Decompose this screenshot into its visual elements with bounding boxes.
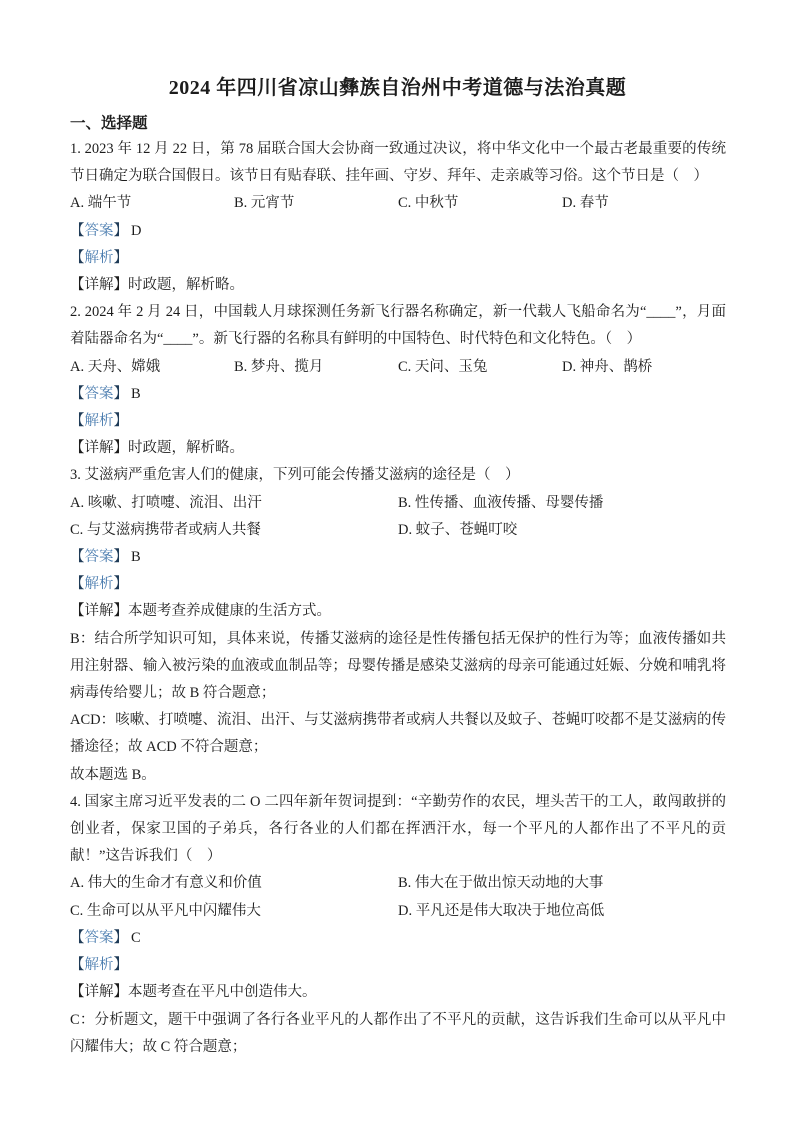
option-c: C. 天问、玉兔 — [398, 358, 488, 375]
option-a: A. 端午节 — [70, 195, 132, 212]
analysis-label-bracket-open: 【 — [70, 413, 85, 430]
answer-label-bracket-close: 】 — [113, 929, 128, 946]
answer-line — [70, 381, 726, 408]
analysis-label-bracket-close: 】 — [113, 249, 128, 266]
analysis-label: 解析 — [84, 576, 114, 593]
question-stem: 3. 艾滋病严重危害人们的健康，下列可能会传播艾滋病的途径是（ ） — [70, 467, 520, 484]
analysis-label-bracket-open: 【 — [70, 576, 85, 593]
option-b: B. 梦舟、揽月 — [234, 358, 324, 375]
analysis-line — [70, 245, 726, 272]
option-d: D. 神舟、鹊桥 — [562, 358, 653, 375]
analysis-line — [70, 571, 726, 598]
analysis-label: 解析 — [84, 957, 114, 974]
answer-label-bracket-open: 【 — [70, 222, 85, 239]
answer-label: 答案 — [84, 222, 114, 239]
option-b: B. 性传播、血液传播、母婴传播 — [398, 494, 604, 511]
option-d: D. 春节 — [562, 195, 609, 212]
option-c: C. 与艾滋病携带者或病人共餐 — [70, 521, 261, 538]
analysis-label-bracket-close: 】 — [113, 576, 128, 593]
analysis-label-bracket-open: 【 — [70, 957, 85, 974]
answer-value: B — [131, 385, 141, 402]
options-grid — [70, 870, 726, 924]
question-stem: 4. 国家主席习近平发表的二 O 二四年新年贺词提到：“辛勤劳作的农民，埋头苦干的工人，敢闯敢拼的创业者，保家卫国的子弟兵，各行各业的人们都在挥洒汗水，每一个平凡的人都作出了不平凡的贡献！”这告诉我们（ ） — [70, 793, 726, 865]
answer-line — [70, 218, 726, 245]
explanation-line: 【详解】本题考查养成健康的生活方式。 — [70, 603, 331, 620]
answer-label: 答案 — [84, 385, 114, 402]
option-b: B. 元宵节 — [234, 195, 295, 212]
answer-label-bracket-open: 【 — [70, 549, 85, 566]
option-d: D. 平凡还是伟大取决于地位高低 — [398, 902, 605, 919]
explanation-line: 【详解】本题考查在平凡中创造伟大。 — [70, 984, 317, 1001]
analysis-label-bracket-close: 】 — [113, 957, 128, 974]
analysis-label-bracket-open: 【 — [70, 249, 85, 266]
question-block-4 — [70, 789, 726, 1061]
answer-label-bracket-open: 【 — [70, 929, 85, 946]
section-heading: 一、选择题 — [70, 115, 148, 132]
analysis-label: 解析 — [84, 249, 114, 266]
explanation-line: 【详解】时政题，解析略。 — [70, 277, 244, 294]
answer-value: B — [131, 549, 141, 566]
explanation-line: 故本题选 B。 — [70, 766, 156, 783]
analysis-line — [70, 952, 726, 979]
answer-label: 答案 — [84, 929, 114, 946]
answer-value: D — [131, 222, 142, 239]
question-block-3 — [70, 462, 726, 788]
options-row — [70, 354, 726, 381]
answer-line — [70, 925, 726, 952]
question-stem: 2. 2024 年 2 月 24 日，中国载人月球探测任务新飞行器名称确定，新一代载人飞船命名为“____”，月面着陆器命名为“____”。新飞行器的名称具有鲜明的中国特色、时代特色和文化特色。（ ） — [70, 304, 726, 348]
option-c: C. 中秋节 — [398, 195, 459, 212]
option-a: A. 伟大的生命才有意义和价值 — [70, 875, 262, 892]
option-d: D. 蚊子、苍蝇叮咬 — [398, 521, 518, 538]
analysis-label-bracket-close: 】 — [113, 413, 128, 430]
document-title: 2024 年四川省凉山彝族自治州中考道德与法治真题 — [168, 77, 627, 99]
question-stem: 1. 2023 年 12 月 22 日，第 78 届联合国大会协商一致通过决议，将中华文化中一个最古老最重要的传统节日确定为联合国假日。该节日有贴春联、挂年画、守岁、拜年、走亲戚等习俗。这个节日是（ ） — [70, 141, 726, 185]
option-a: A. 天舟、嫦娥 — [70, 358, 161, 375]
question-block-1 — [70, 136, 726, 299]
option-b: B. 伟大在于做出惊天动地的大事 — [398, 875, 604, 892]
explanation-line: C：分析题文，题干中强调了各行各业平凡的人都作出了不平凡的贡献，这告诉我们生命可以从平凡中闪耀伟大；故 C 符合题意； — [70, 1011, 726, 1055]
explanation-line: 【详解】时政题，解析略。 — [70, 440, 244, 457]
question-block-2 — [70, 299, 726, 462]
option-c: C. 生命可以从平凡中闪耀伟大 — [70, 902, 261, 919]
answer-line — [70, 544, 726, 571]
options-row — [70, 190, 726, 217]
answer-label-bracket-close: 】 — [113, 385, 128, 402]
options-grid — [70, 490, 726, 544]
analysis-line — [70, 408, 726, 435]
explanation-line: ACD：咳嗽、打喷嚏、流泪、出汗、与艾滋病携带者或病人共餐以及蚊子、苍蝇叮咬都不是艾滋病的传播途径；故 ACD 不符合题意； — [70, 712, 726, 756]
analysis-label: 解析 — [84, 413, 114, 430]
explanation-line: B：结合所学知识可知，具体来说，传播艾滋病的途径是性传播包括无保护的性行为等；血液传播如共用注射器、输入被污染的血液或血制品等；母婴传播是感染艾滋病的母亲可能通过妊娠、分娩和哺乳将病毒传给婴儿；故 B 符合题意； — [70, 630, 726, 702]
answer-value: C — [131, 929, 141, 946]
answer-label-bracket-close: 】 — [113, 549, 128, 566]
document-body — [70, 136, 726, 1061]
answer-label-bracket-open: 【 — [70, 385, 85, 402]
answer-label: 答案 — [84, 549, 114, 566]
option-a: A. 咳嗽、打喷嚏、流泪、出汗 — [70, 494, 262, 511]
answer-label-bracket-close: 】 — [113, 222, 128, 239]
